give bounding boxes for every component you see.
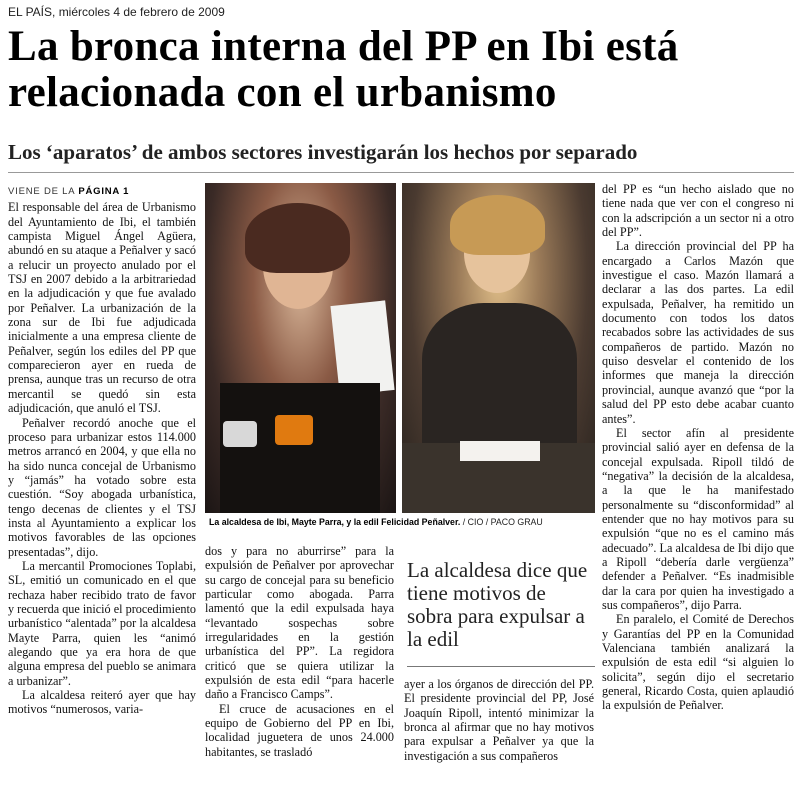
paragraph: dos y para no aburrirse” para la expulsión de Peñalver por aprovechar su cargo de concejal para su beneficio particular como abogada. Parra lamentó que la edil expulsada haya “levantado sospechas sobre irregularidades en la gestión urbanística del PP”. La regidora criticó que se quiera utilizar la expulsión de esta edil “para hacerle daño a Francisco Camps”. bbox=[205, 544, 394, 702]
kicker-prefix: VIENE DE LA bbox=[8, 186, 75, 197]
paragraph: La mercantil Promociones Toplabi, SL, emitió un comunicado en el que rechaza haber recibido trato de favor y recuerda que inició el procedimiento urbanístico “alentada” por la alcaldesa Mayte Parra, quien les “animó alegando que ya era hora de que alguna empresa del pueblo se animara a urbanizar”. bbox=[8, 558, 196, 688]
pull-quote-rule bbox=[407, 666, 595, 667]
subhead-rule bbox=[8, 172, 794, 173]
continued-from-kicker bbox=[8, 185, 196, 199]
paragraph: La alcaldesa reiteró ayer que hay motivos “numerosos, varia- bbox=[8, 688, 196, 717]
photo-councillor-felicidad-penalver bbox=[402, 183, 595, 513]
paragraph: Peñalver recordó anoche que el proceso para urbanizar estos 114.000 metros arrancó en 2004, y que ella no ha sido nunca concejal de Urbanismo y “jamás” ha votado sobre esta cuestión. “Soy abogada urbanística, tengo decenas de clientes y el TSJ insta al Ayuntamiento a explicar los motivos favorables de las opciones presentadas”, dijo. bbox=[8, 415, 196, 559]
photo-credit: / CIO / PACO GRAU bbox=[462, 517, 543, 527]
photo-mayor-mayte-parra bbox=[205, 183, 396, 513]
document-prop bbox=[330, 300, 394, 395]
dateline: EL PAÍS, miércoles 4 de febrero de 2009 bbox=[8, 5, 225, 19]
paragraph: El cruce de acusaciones en el equipo de Gobierno del PP en Ibi, localidad juguetera de unos 24.000 habitantes, se trasladó bbox=[205, 701, 394, 759]
pull-quote: La alcaldesa dice que tiene motivos de sobra para expulsar a la edil bbox=[407, 558, 588, 651]
paragraph: La dirección provincial del PP ha encargado a Carlos Mazón que investigue el caso. Mazón llamará a declarar a las dos partes. La edil expulsada, Peñalver, ha remitido un documento con todos los datos recabados sobre las actividades de sus compañeros de partido. Mazón no quiso desvelar el contenido de los informes que maneja la dirección provincial, aunque avanzó que “por la salud del PP esto debe acabar cuanto antes”. bbox=[602, 239, 794, 426]
paragraph: del PP es “un hecho aislado que no tiene nada que ver con el congreso ni con la adscripción a un sector ni a otro del PP”. bbox=[602, 182, 794, 240]
kicker-page: PÁGINA 1 bbox=[78, 186, 130, 197]
microphones bbox=[220, 383, 380, 513]
paragraph: El sector afín al presidente provincial salió ayer en defensa de la concejal expulsada. Ripoll tildó de “negativa” la decisión de la alcaldesa, a la que le ha manifestado personalmente su “disconformidad” al entender que no hay motivos para su expulsión “que no es el camino más adecuado”. La alcaldesa de Ibi dijo que a Ripoll “debería darle vergüenza” defender a Peñalver. “Es inadmisible dar la cara por quien ha investigado a sus compañeros”, dijo Parra. bbox=[602, 425, 794, 612]
paragraph: El responsable del área de Urbanismo del Ayuntamiento de Ibi, el también campista Miguel Ángel Agüera, abundó en su ataque a Peñalver y sacó a relucir un proyecto anulado por el TSJ en 2007 debido a la arbitrariedad en la adjudicación y que fue avalado por Peñalver. La urbanización de la zona sur de Ibi fue adjudicada inicialmente a una empresa cliente de Peñalver, según los ediles del PP que comparecieron ayer en rueda de prensa, aunque tras un recurso de otra mercantil se quedó sin esta adjudicación, que anuló el TSJ. bbox=[8, 200, 196, 416]
paragraph: ayer a los órganos de dirección del PP. El presidente provincial del PP, José Joaquín Ripoll, intentó minimizar la bronca al afirmar que no hay motivos para expulsar a Peñalver ya que la investigación a sus compañeros bbox=[404, 677, 594, 763]
caption-text: La alcaldesa de Ibi, Mayte Parra, y la edil Felicidad Peñalver. bbox=[209, 517, 461, 527]
article-column-2 bbox=[205, 544, 394, 759]
headline: La bronca interna del PP en Ibi está relacionada con el urbanismo bbox=[8, 23, 679, 116]
article-column-1 bbox=[8, 185, 196, 717]
photo-caption bbox=[209, 517, 597, 527]
article-column-3 bbox=[404, 677, 594, 763]
paragraph: En paralelo, el Comité de Derechos y Garantías del PP en la Comunidad Valenciana también analizará la expulsión de esta edil “si alguien lo solicita”, según dijo el secretario general, Ricardo Costa, quien aplaudió la expulsión de Peñalver. bbox=[602, 612, 794, 713]
article-column-4 bbox=[602, 182, 794, 713]
subheadline: Los ‘aparatos’ de ambos sectores investigarán los hechos por separado bbox=[8, 140, 638, 164]
